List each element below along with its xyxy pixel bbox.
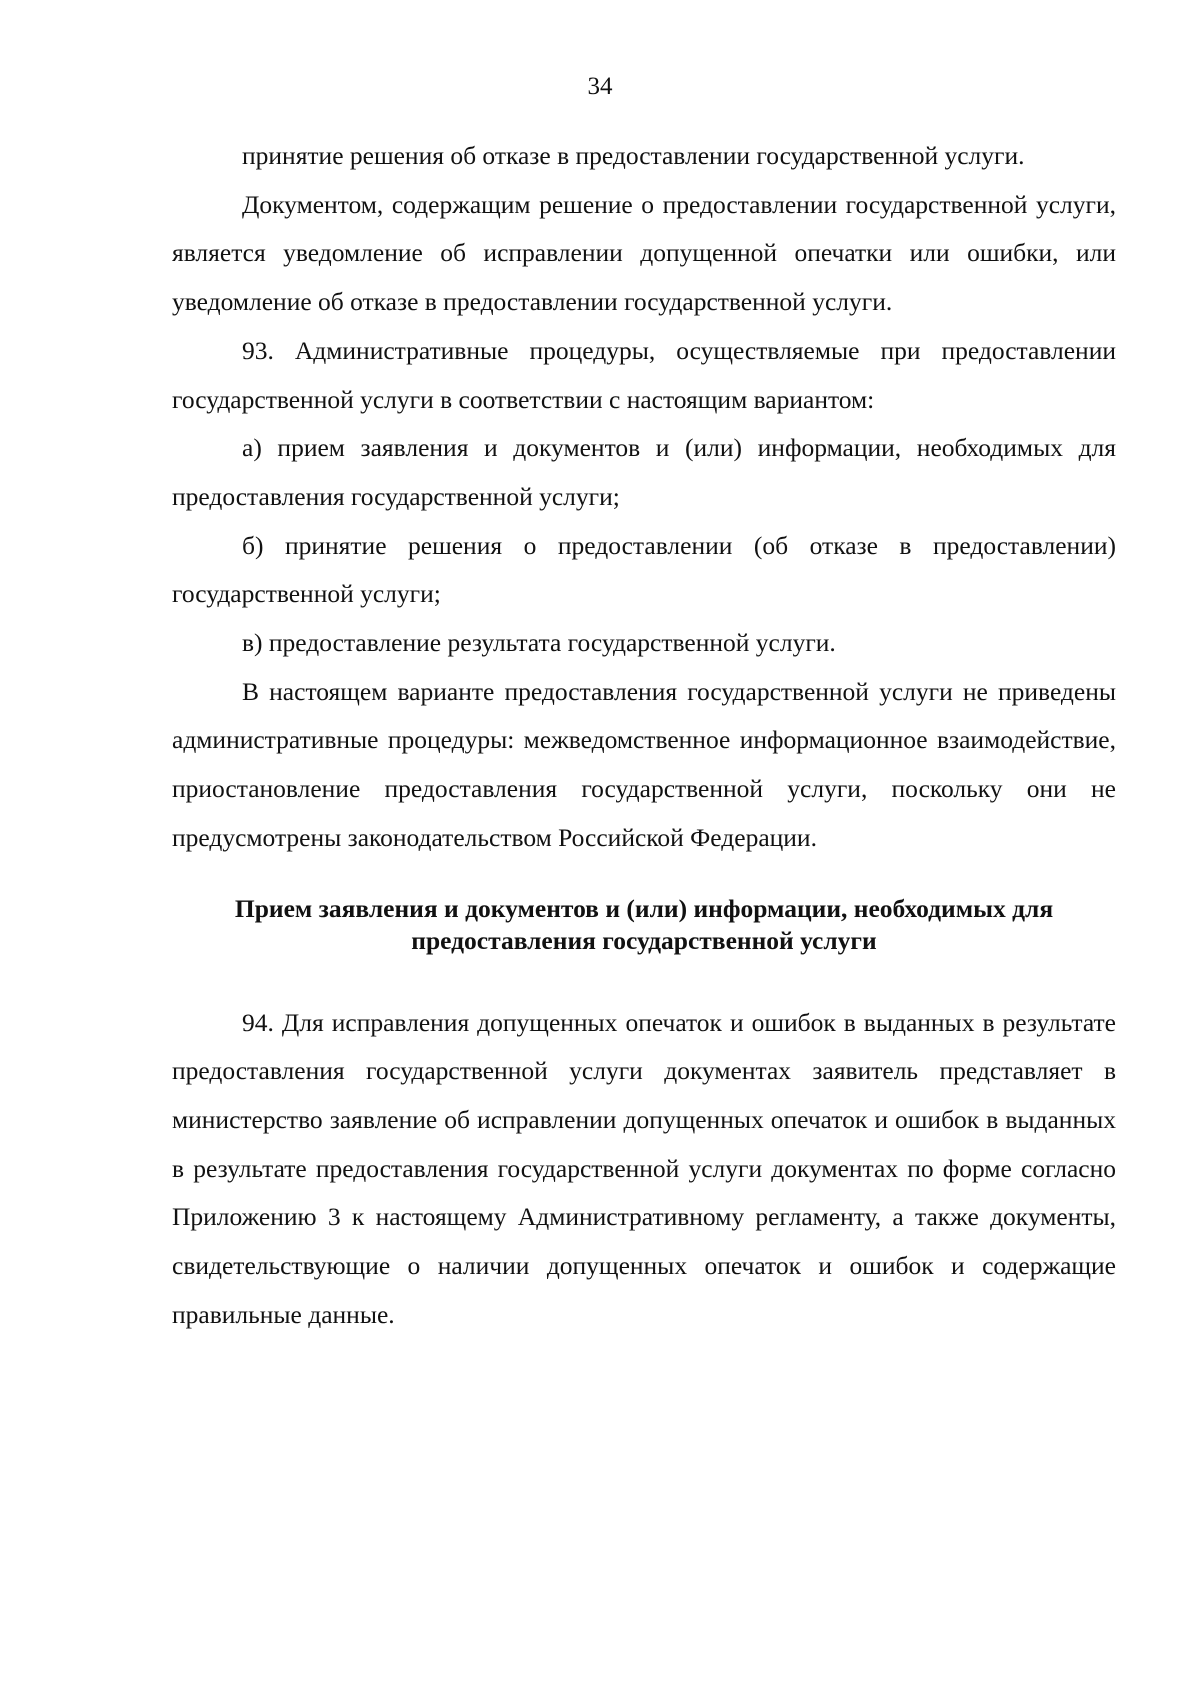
- list-item-v: в) предоставление результата государственной услуги.: [242, 628, 836, 658]
- page-number: 34: [587, 73, 613, 100]
- paragraph-result-document: Документом, содержащим решение о предоставлении государственной услуги, является уведомление об исправлении допущенной опечатки или ошибки, или уведомление об отказе в предоставлении государственной услуги.: [172, 189, 1116, 317]
- paragraph-refusal-decision: принятие решения об отказе в предоставлении государственной услуги.: [242, 141, 1025, 170]
- section-heading-line-2: предоставления государственной услуги: [411, 925, 877, 955]
- document-body: [172, 132, 1116, 1339]
- paragraph-93: 93. Административные процедуры, осуществляемые при предоставлении государственной услуги в соответствии с настоящим вариантом:: [172, 335, 1116, 414]
- list-item-a: а) прием заявления и документов и (или) информации, необходимых для предоставления государственной услуги;: [172, 433, 1116, 511]
- section-heading-line-1: Прием заявления и документов и (или) информации, необходимых для: [234, 893, 1054, 923]
- paragraph-94: 94. Для исправления допущенных опечаток и ошибок в выданных в результате предоставления государственной услуги документах заявитель представляет в министерство заявление об исправлении допущенных опечаток и ошибок в выданных в результате предоставления государственной услуги документах по форме согласно Приложению 3 к настоящему Административному регламенту, а также документы, свидетельствующие о наличии допущенных опечаток и ошибок и содержащие правильные данные.: [172, 1007, 1116, 1329]
- list-item-b: б) принятие решения о предоставлении (об отказе в предоставлении) государственной услуги;: [172, 530, 1116, 609]
- section-heading: [172, 893, 1116, 957]
- paragraph-not-included-procedures: В настоящем варианте предоставления государственной услуги не приведены административные процедуры: межведомственное информационное взаимодействие, приостановление предоставления государственной услуги, поскольку они не предусмотрены законодательством Российской Федерации.: [172, 676, 1116, 852]
